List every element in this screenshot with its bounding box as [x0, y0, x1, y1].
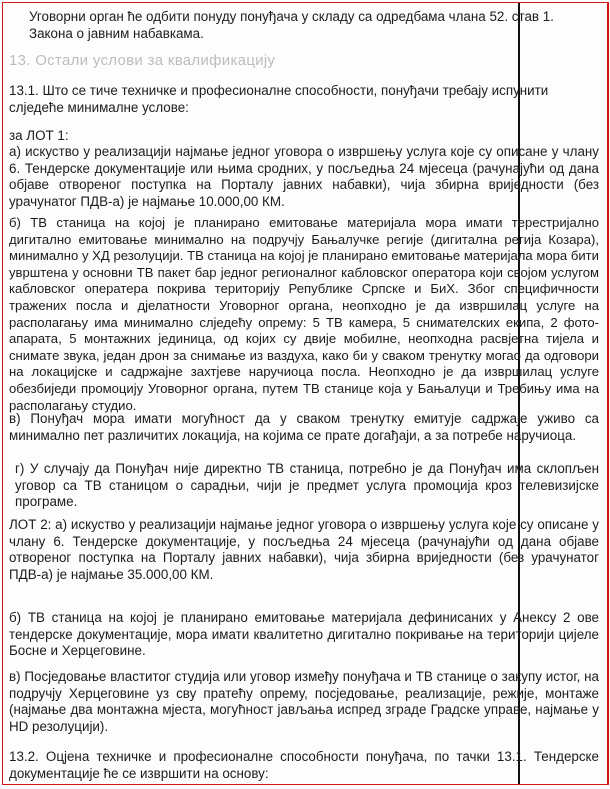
- intro-paragraph: Уговорни орган ће одбити понуду понуђача у складу са одредбама члана 52. став 1. Закона о јавним набавкама.: [29, 9, 554, 41]
- scanned-page: [2, 2, 609, 785]
- lot1-label: за ЛОТ 1:: [9, 128, 69, 143]
- lot1-item-d: г) У случају да Понуђач није директно ТВ станица, потребно је да Понуђач има склопљен уговор са ТВ станицом о сарадњи, чији је предмет услуга промоција кроз телевизијске програме.: [15, 461, 599, 510]
- lot2-item-b: б) ТВ станица на којој је планирано емитовање материјала дефинисаних у Анексу 2 ове тендерске документације, мора имати квалитетно дигитално покривање на територији цијеле Босне и Херцеговине.: [9, 610, 599, 659]
- section-heading: 13. Остали услови за квалификацију: [9, 52, 276, 69]
- lot1-item-a: а) искуство у реализацији најмање једног уговора о извршењу услуга које су описане у члану 6. Тендерске документације или њима сродних, у посљедња 24 мјесеца (рачунајући од дана објаве отвореног поступка на Порталу јавних набавки), чија збирна вриједности (без урачунатог ПДВ-а) је најмање 10.000,00 КМ.: [9, 144, 599, 209]
- paragraph-13-1: 13.1. Што се тиче техничке и професионалне способности, понуђачи требају испунити слједеће минималне услове:: [9, 83, 549, 115]
- lot1-item-b: б) ТВ станица на којој је планирано емитовање материјала мора имати терестријално дигитално емитовање минимално на подручју Бањалучке регије (дигитална регија Козара), минимално у ХД резолуцији. ТВ станица на којој је планирано емитовање материјала мора бити уврштена у основни ТВ пакет бар једног регионалног кабловског оператора који својом услугом кабловског оператера покрива територију Републике Српске и БиХ. Због специфичности тражених посла и дјелатности Уговорног органа, неопходно је да извршилац услуге на располагању има минимално слједећу опрему: 5 ТВ камера, 5 снимателских екипа, 2 фото-апарата, 5 монтажних јединица, од којих су двије мобилне, неопходна расвјетна тијела и сниматe звука, један дрон за снимање из ваздуха, како би у сваком тренутку могао да одговори на локацијске и садржајне захтјеве наручиоца посла. Неопходно је да извршилац услуге обезбиједи промоцију Уговорног органа, путем ТВ станице која у Бањалуци и Требињу има на располагању студио.: [9, 215, 599, 413]
- paragraph-13-2: 13.2. Оцјена техничке и професионалне способности понуђача, по тачки 13.1. Тендерске документације ће се извршити на основу:: [9, 749, 599, 781]
- lot1-item-c: в) Понуђач мора имати могућност да у сваком тренутку емитује садржаје уживо са минимално пет различитих локација, на којима се прате догађаји, а за потребе наручиоца.: [9, 411, 599, 443]
- lot2-item-a: ЛОТ 2: а) искуство у реализацији најмање једног уговора о извршењу услуга које су описане у члану 6. Тендерске документације, у посљедња 24 мјесеца (рачунајући од дана објаве отвореног поступка на Порталу јавних набавки), чија збирна вриједности (без урачунатог ПДВ-а) је најмање 35.000,00 КМ.: [9, 517, 599, 582]
- lot2-item-c: в) Посједовање властитог студија или уговор између понуђача и ТВ станице о закупу истог, на подручју Херцеговине уз сву пратећу опрему, посједовање, реализације, режије, монтаже (најмање два монтажна мјеста, могућност јављања испред зграде Градске управе, најмање у HD резолуцији).: [9, 669, 599, 734]
